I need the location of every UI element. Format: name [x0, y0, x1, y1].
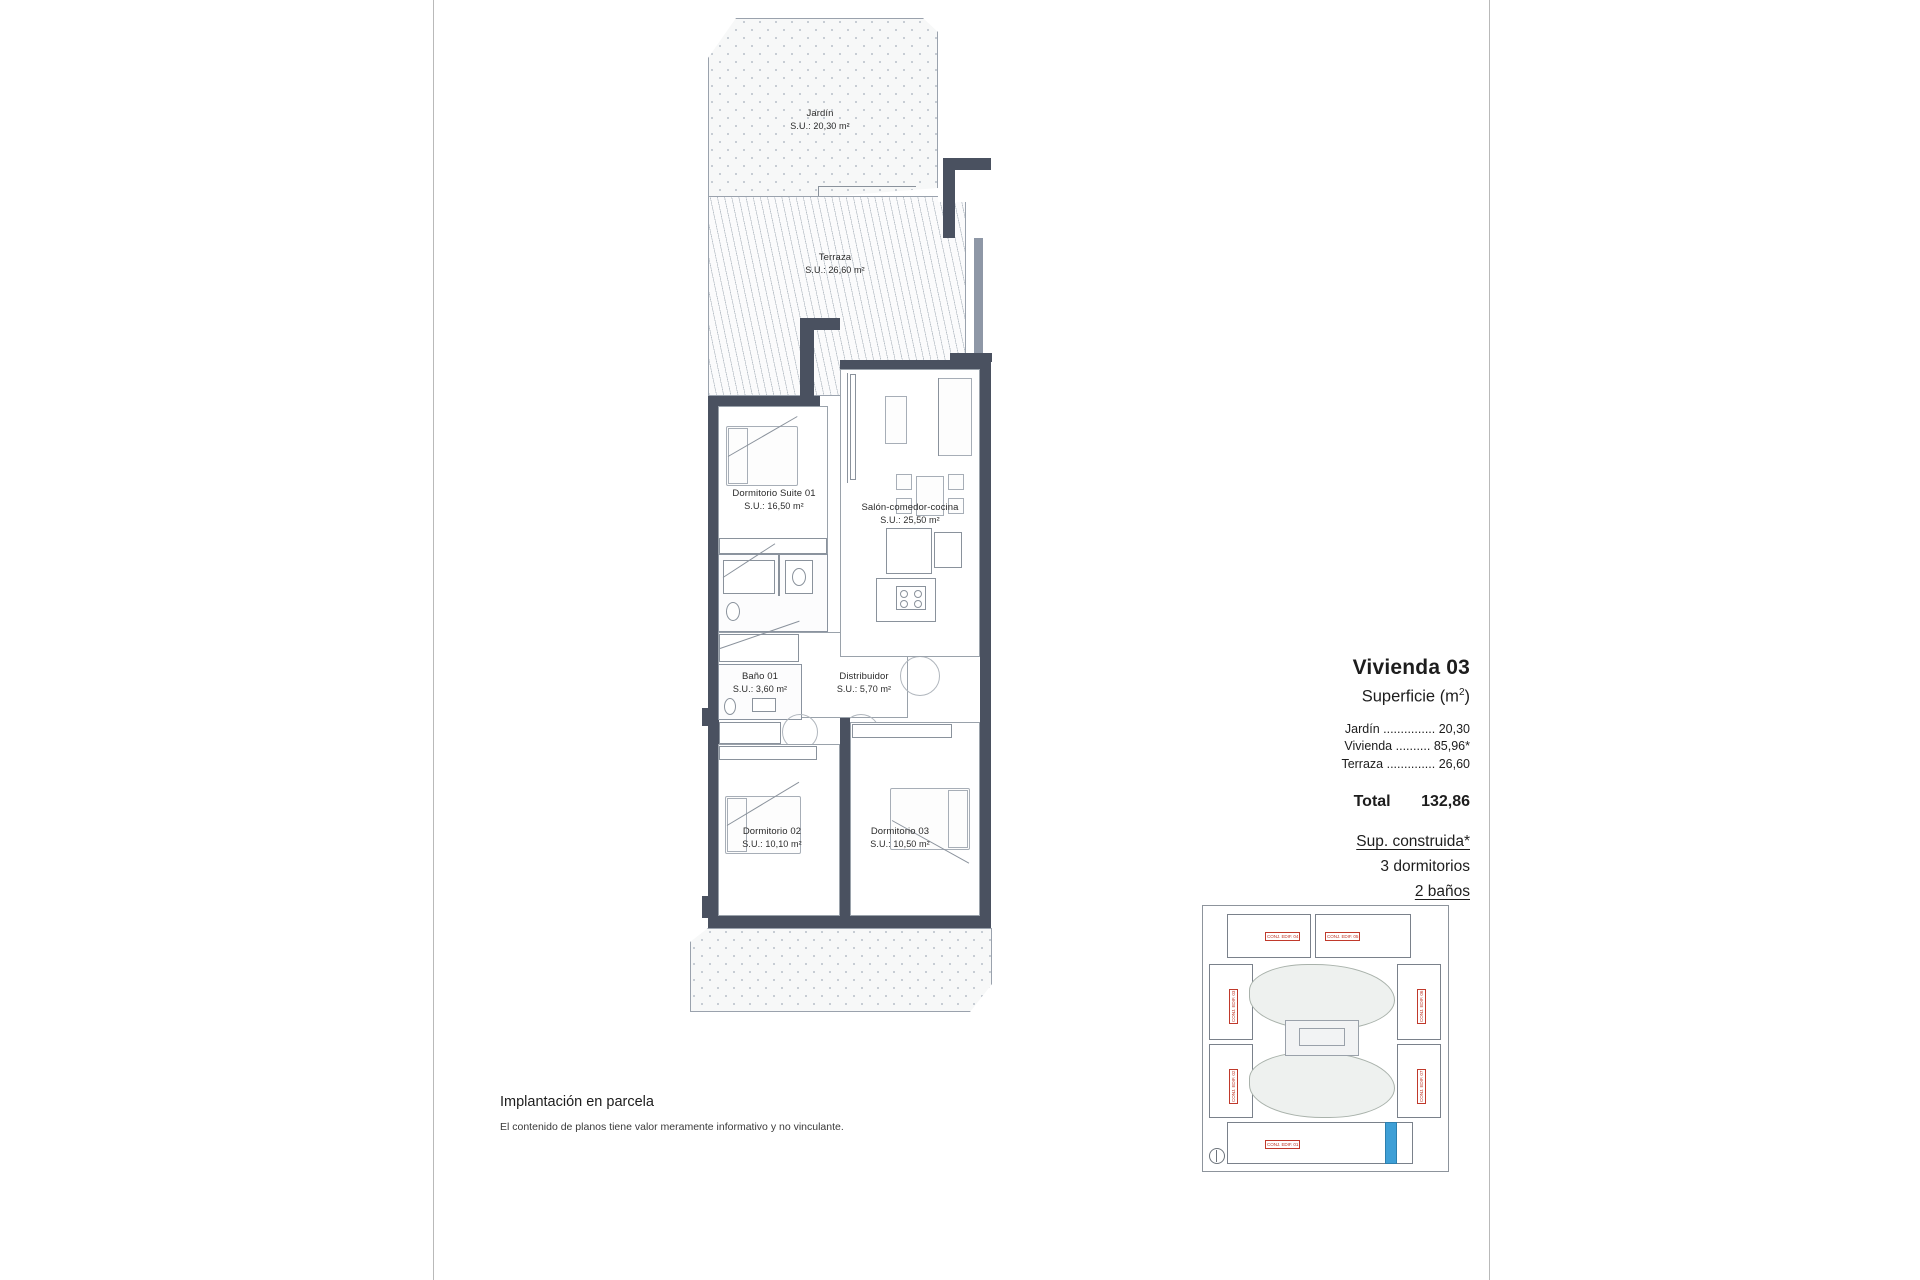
bedroom-count: 3 dormitorios	[1380, 858, 1470, 875]
garden-name: Jardín	[806, 108, 834, 119]
surface-subtitle-exponent: 2	[1458, 687, 1465, 698]
terrace-wall-right-lower	[974, 238, 983, 368]
kitchen-island	[886, 528, 932, 574]
suite-bathroom-toilet	[726, 602, 740, 621]
garden-edge-line	[818, 186, 916, 187]
terrace-area-value: S.U.: 26,60 m²	[805, 265, 865, 275]
distribuidor-area-value: S.U.: 5,70 m²	[836, 684, 892, 694]
surface-subtitle	[1255, 682, 1470, 708]
terrace-label	[755, 252, 915, 276]
floor-plan-drawing	[690, 8, 1070, 1148]
total-value: 132,86	[1421, 793, 1470, 810]
suite-bathroom-shower	[723, 560, 775, 594]
wall-tick-right-2	[982, 888, 991, 918]
caption-title: Implantación en parcela	[500, 1094, 654, 1110]
salon-name: Salón-comedor-cocina	[861, 502, 959, 513]
kitchen-sink-unit	[934, 532, 962, 568]
wall-between-bedrooms	[840, 718, 850, 918]
sm-green-lower	[1249, 1052, 1395, 1118]
area-dots-jardin: ...............	[1383, 721, 1436, 736]
area-dots-terraza: ..............	[1386, 756, 1436, 771]
area-label-terraza: Terraza	[1341, 756, 1384, 771]
suite-01-name: Dormitorio Suite 01	[732, 488, 816, 499]
built-surface-label: Sup. construida*	[1356, 833, 1470, 850]
dormitorio-03-wardrobe	[852, 724, 952, 738]
kitchen-hob-burner-3	[900, 600, 908, 608]
sheet-border-right	[1489, 0, 1490, 1280]
dormitorio-02-area-value: S.U.: 10,10 m²	[742, 839, 802, 849]
suite-01-label	[710, 488, 838, 512]
exterior-wall-right	[980, 360, 991, 928]
salon-sofa	[938, 378, 972, 456]
total-row	[1255, 793, 1470, 811]
surface-subtitle-suffix: )	[1464, 687, 1470, 706]
bano-01-toilet	[724, 698, 736, 715]
site-key-map	[1202, 905, 1449, 1172]
exterior-wall-top-right	[840, 360, 990, 369]
suite-01-wardrobe	[719, 538, 827, 554]
suite-bathroom-partition	[778, 554, 780, 596]
bano-01-bathtub	[719, 722, 781, 744]
unit-info-panel	[1255, 655, 1470, 904]
terrace-wall-top-right	[943, 158, 991, 170]
surface-subtitle-prefix: Superficie (m	[1361, 687, 1459, 706]
salon-sliding-door	[850, 374, 856, 480]
sheet-caption	[500, 1092, 1060, 1135]
wall-tick-left-2	[702, 896, 710, 918]
dining-chair-3	[948, 474, 964, 490]
terrace-partition-wall	[800, 318, 814, 408]
bottom-paved-area	[690, 928, 992, 1012]
suite-01-area-value: S.U.: 16,50 m²	[744, 501, 804, 511]
bano-01-label	[712, 671, 808, 695]
terrace-name: Terraza	[818, 252, 852, 263]
area-value-terraza: 26,60	[1438, 756, 1470, 771]
kitchen-hob-burner-1	[900, 590, 908, 598]
sm-central-building-2	[1299, 1028, 1345, 1046]
bano-01-sink	[752, 698, 776, 712]
wall-tick-right-1	[982, 648, 991, 672]
north-arrow-icon	[1209, 1148, 1225, 1164]
sm-tag-edif07: CONJ. EDIF. 07	[1417, 1069, 1426, 1104]
kitchen-hob-burner-4	[914, 600, 922, 608]
built-surface-note	[1255, 829, 1470, 854]
sm-tag-edif02: CONJ. EDIF. 02	[1229, 1069, 1238, 1104]
garden-area-value: S.U.: 20,30 m²	[790, 121, 850, 131]
distribuidor-label	[818, 671, 910, 695]
sm-tag-edif03: CONJ. EDIF. 03	[1229, 989, 1238, 1024]
caption-disclaimer: El contenido de planos tiene valor meramente informativo y no vinculante.	[500, 1121, 844, 1133]
area-label-jardin: Jardín	[1344, 721, 1380, 736]
dormitorio-03-label	[840, 826, 960, 850]
area-row-jardin	[1255, 721, 1470, 739]
dormitorio-03-name: Dormitorio 03	[870, 826, 930, 837]
area-dots-vivienda: ..........	[1395, 739, 1431, 753]
salon-label	[840, 502, 980, 526]
suite-bathroom-sink-basin	[792, 568, 806, 586]
dormitorio-02-wardrobe	[719, 746, 817, 760]
dining-chair-1	[896, 474, 912, 490]
sm-tag-edif06: CONJ. EDIF. 06	[1417, 989, 1426, 1024]
dormitorio-03-area-value: S.U.: 10,50 m²	[870, 839, 930, 849]
salon-sofa-back	[938, 378, 939, 456]
dormitorio-02-name: Dormitorio 02	[742, 826, 802, 837]
terrace-wall-right-upper	[943, 158, 955, 238]
area-row-vivienda	[1255, 738, 1470, 756]
kitchen-hob-burner-2	[914, 590, 922, 598]
sheet-border-left	[433, 0, 434, 1280]
bano-01-area-value: S.U.: 3,60 m²	[732, 684, 788, 694]
sm-tag-edif04: CONJ. EDIF. 04	[1265, 932, 1300, 941]
area-row-terraza	[1255, 756, 1470, 774]
dormitorio-02-label	[712, 826, 832, 850]
sm-highlighted-unit[interactable]	[1385, 1122, 1397, 1164]
area-label-vivienda: Vivienda	[1344, 739, 1393, 753]
salon-coffee-table	[885, 396, 907, 444]
sm-tag-edif01: CONJ. EDIF. 01	[1265, 1140, 1300, 1149]
wall-tick-left-1	[702, 708, 710, 726]
suite-01-pillow	[728, 428, 748, 484]
unit-title: Vivienda 03	[1352, 656, 1470, 679]
area-value-vivienda: 85,96*	[1433, 739, 1470, 753]
terrace-partition-wall-2	[800, 318, 840, 330]
distribuidor-closet	[719, 634, 799, 662]
distribuidor-name: Distribuidor	[839, 671, 889, 682]
bathroom-count: 2 baños	[1414, 883, 1470, 900]
door-salon-distribuidor	[900, 656, 940, 696]
sm-tag-edif05: CONJ. EDIF. 05	[1325, 932, 1360, 941]
salon-window-mullion	[847, 373, 848, 483]
garden-label	[740, 108, 900, 132]
total-label: Total	[1353, 793, 1391, 810]
area-value-jardin: 20,30	[1438, 721, 1470, 736]
area-breakdown-list	[1255, 721, 1470, 774]
bano-01-name: Baño 01	[741, 671, 779, 682]
salon-area-value: S.U.: 25,50 m²	[880, 515, 940, 525]
